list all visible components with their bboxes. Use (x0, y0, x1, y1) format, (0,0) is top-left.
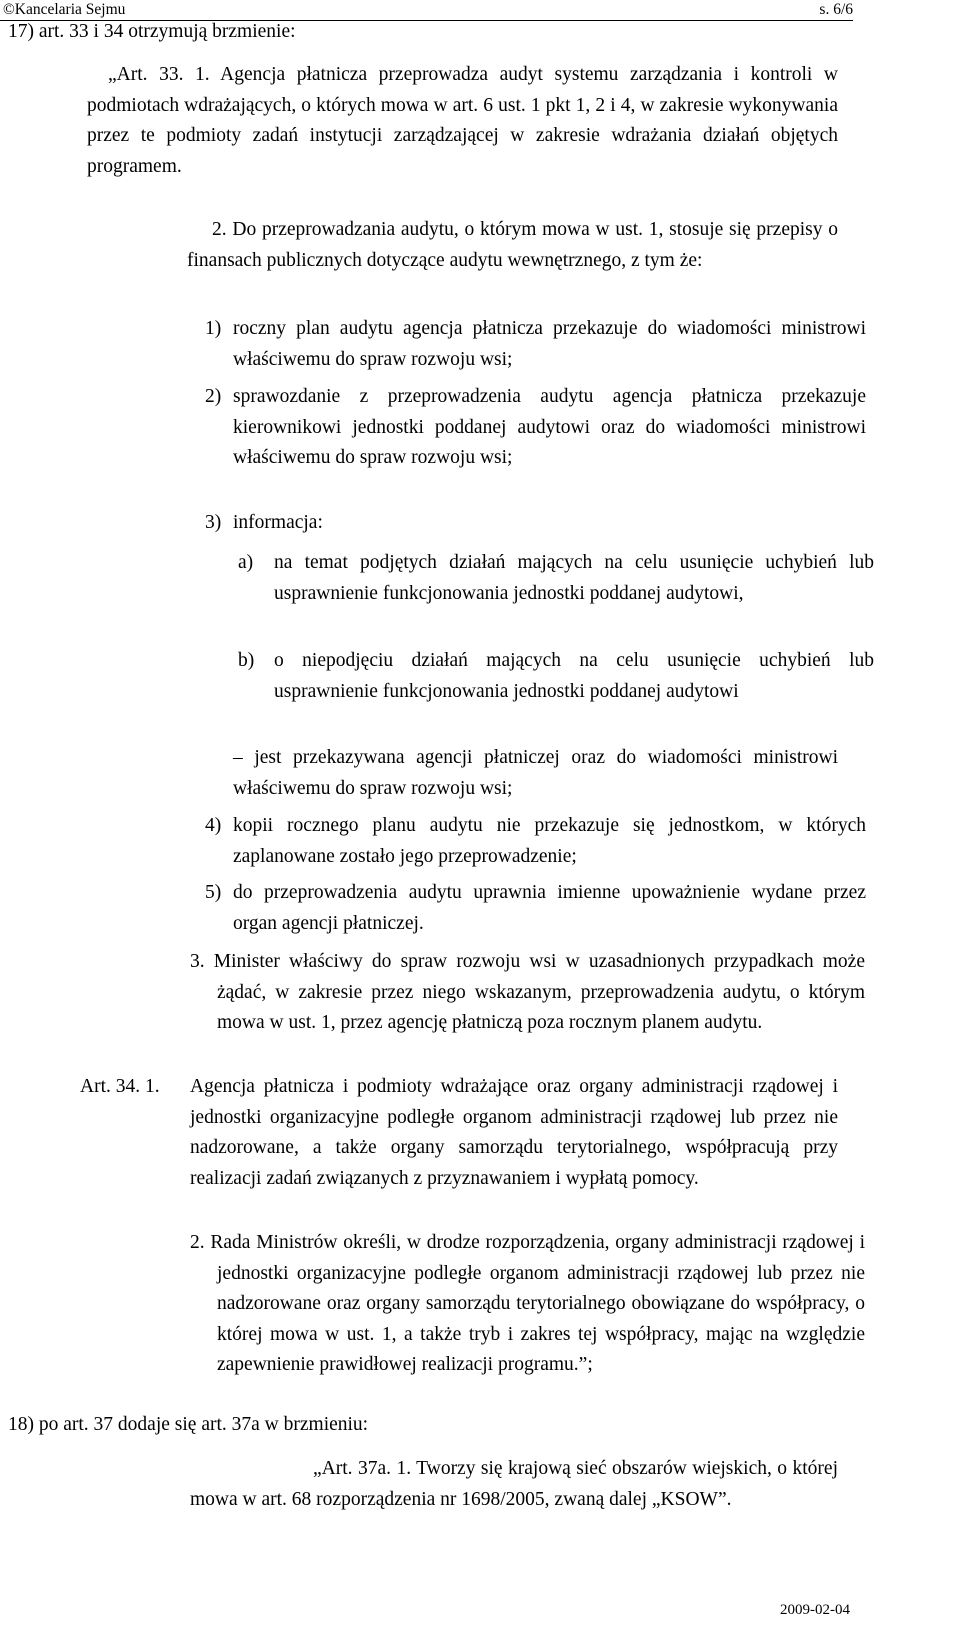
point-1-text: roczny plan audytu agencja płatnicza przekazuje do wiadomości ministrowi właściwemu do spraw rozwoju wsi; (233, 318, 866, 370)
art-33-ust-2: 2. Do przeprowadzania audytu, o którym mowa w ust. 1, stosuje się przepisy o finansach publicznych dotyczące audytu wewnętrznego, z tym że: (187, 219, 838, 271)
art-34-ust-2: 2. Rada Ministrów określi, w drodze rozporządzenia, organy administracji rządowej i jednostki organizacyjne podległe organom administracji rządowej lub przez nie nadzorowane oraz organy samorządu terytorialnego obowiązane do współpracy, o której mowa w ust. 1, a także tryb i zakres tej współpracy, mając na względzie zapewnienie prawidłowej realizacji programu.”; (190, 1232, 865, 1375)
point-3-text: informacja: (233, 512, 323, 533)
art-34-ust-1: Agencja płatnicza i podmioty wdrażające oraz organy administracji rządowej i jednostki organizacyjne podległe organom administracji rządowej lub przez nie nadzorowane, a także organy samorządu terytorialnego, współpracują przy realizacji zadań związanych z przyznawaniem i wypłatą pomocy. (190, 1076, 838, 1189)
item-17-intro: 17) art. 33 i 34 otrzymują brzmienie: (8, 21, 296, 42)
letter-a-text: na temat podjętych działań mających na celu usunięcie uchybień lub usprawnienie funkcjonowania jednostki poddanej audytowi, (274, 552, 874, 604)
letter-b-label: b) (238, 650, 255, 671)
point-2 (205, 382, 866, 474)
point-5 (205, 878, 866, 939)
header-page-number: s. 6/6 (819, 1, 853, 18)
point-1-number: 1) (205, 318, 222, 339)
point-4-number: 4) (205, 815, 222, 836)
dash-clause: – jest przekazywana agencji płatniczej oraz do wiadomości ministrowi właściwemu do spraw rozwoju wsi; (233, 747, 838, 799)
letter-b-text: o niepodjęciu działań mających na celu usunięcie uchybień lub usprawnienie funkcjonowania jednostki poddanej audytowi (274, 650, 874, 702)
point-2-text: sprawozdanie z przeprowadzenia audytu agencja płatnicza przekazuje kierownikowi jednostki poddanej audytowi oraz do wiadomości ministrowi właściwemu do spraw rozwoju wsi; (233, 386, 866, 468)
letter-a-label: a) (238, 552, 254, 573)
art-37a-ust-1: „Art. 37a. 1. Tworzy się krajową sieć obszarów wiejskich, o której mowa w art. 68 rozporządzenia nr 1698/2005, zwaną dalej „KSOW”. (190, 1458, 838, 1510)
art-33-ust-1: „Art. 33. 1. Agencja płatnicza przeprowadza audyt systemu zarządzania i kontroli w podmiotach wdrażających, o których mowa w art. 6 ust. 1 pkt 1, 2 i 4, w zakresie wykonywania przez te podmioty zadań instytucji zarządzającej w zakresie wdrażania działań objętych programem. (87, 64, 838, 177)
point-4 (205, 811, 866, 872)
point-3-number: 3) (205, 512, 222, 533)
page-footer-date: 2009-02-04 (780, 1602, 850, 1618)
point-5-number: 5) (205, 882, 222, 903)
point-5-text: do przeprowadzenia audytu uprawnia imienne upoważnienie wydane przez organ agencji płatniczej. (233, 882, 866, 934)
art-34-label: Art. 34. 1. (80, 1076, 160, 1097)
letter-a (238, 548, 874, 609)
point-2-number: 2) (205, 386, 222, 407)
point-3 (205, 508, 866, 539)
point-4-text: kopii rocznego planu audytu nie przekazuje się jednostkom, w których zaplanowane zostało jego przeprowadzenie; (233, 815, 866, 867)
letter-b (238, 646, 874, 707)
point-1 (205, 314, 866, 375)
item-18-intro: 18) po art. 37 dodaje się art. 37a w brzmieniu: (8, 1414, 369, 1435)
art-33-ust-3: 3. Minister właściwy do spraw rozwoju wsi w uzasadnionych przypadkach może żądać, w zakresie przez niego wskazanym, przeprowadzenia audytu, o którym mowa w ust. 1, przez agencję płatniczą poza rocznym planem audytu. (190, 951, 865, 1033)
header-copyright: ©Kancelaria Sejmu (3, 1, 126, 18)
